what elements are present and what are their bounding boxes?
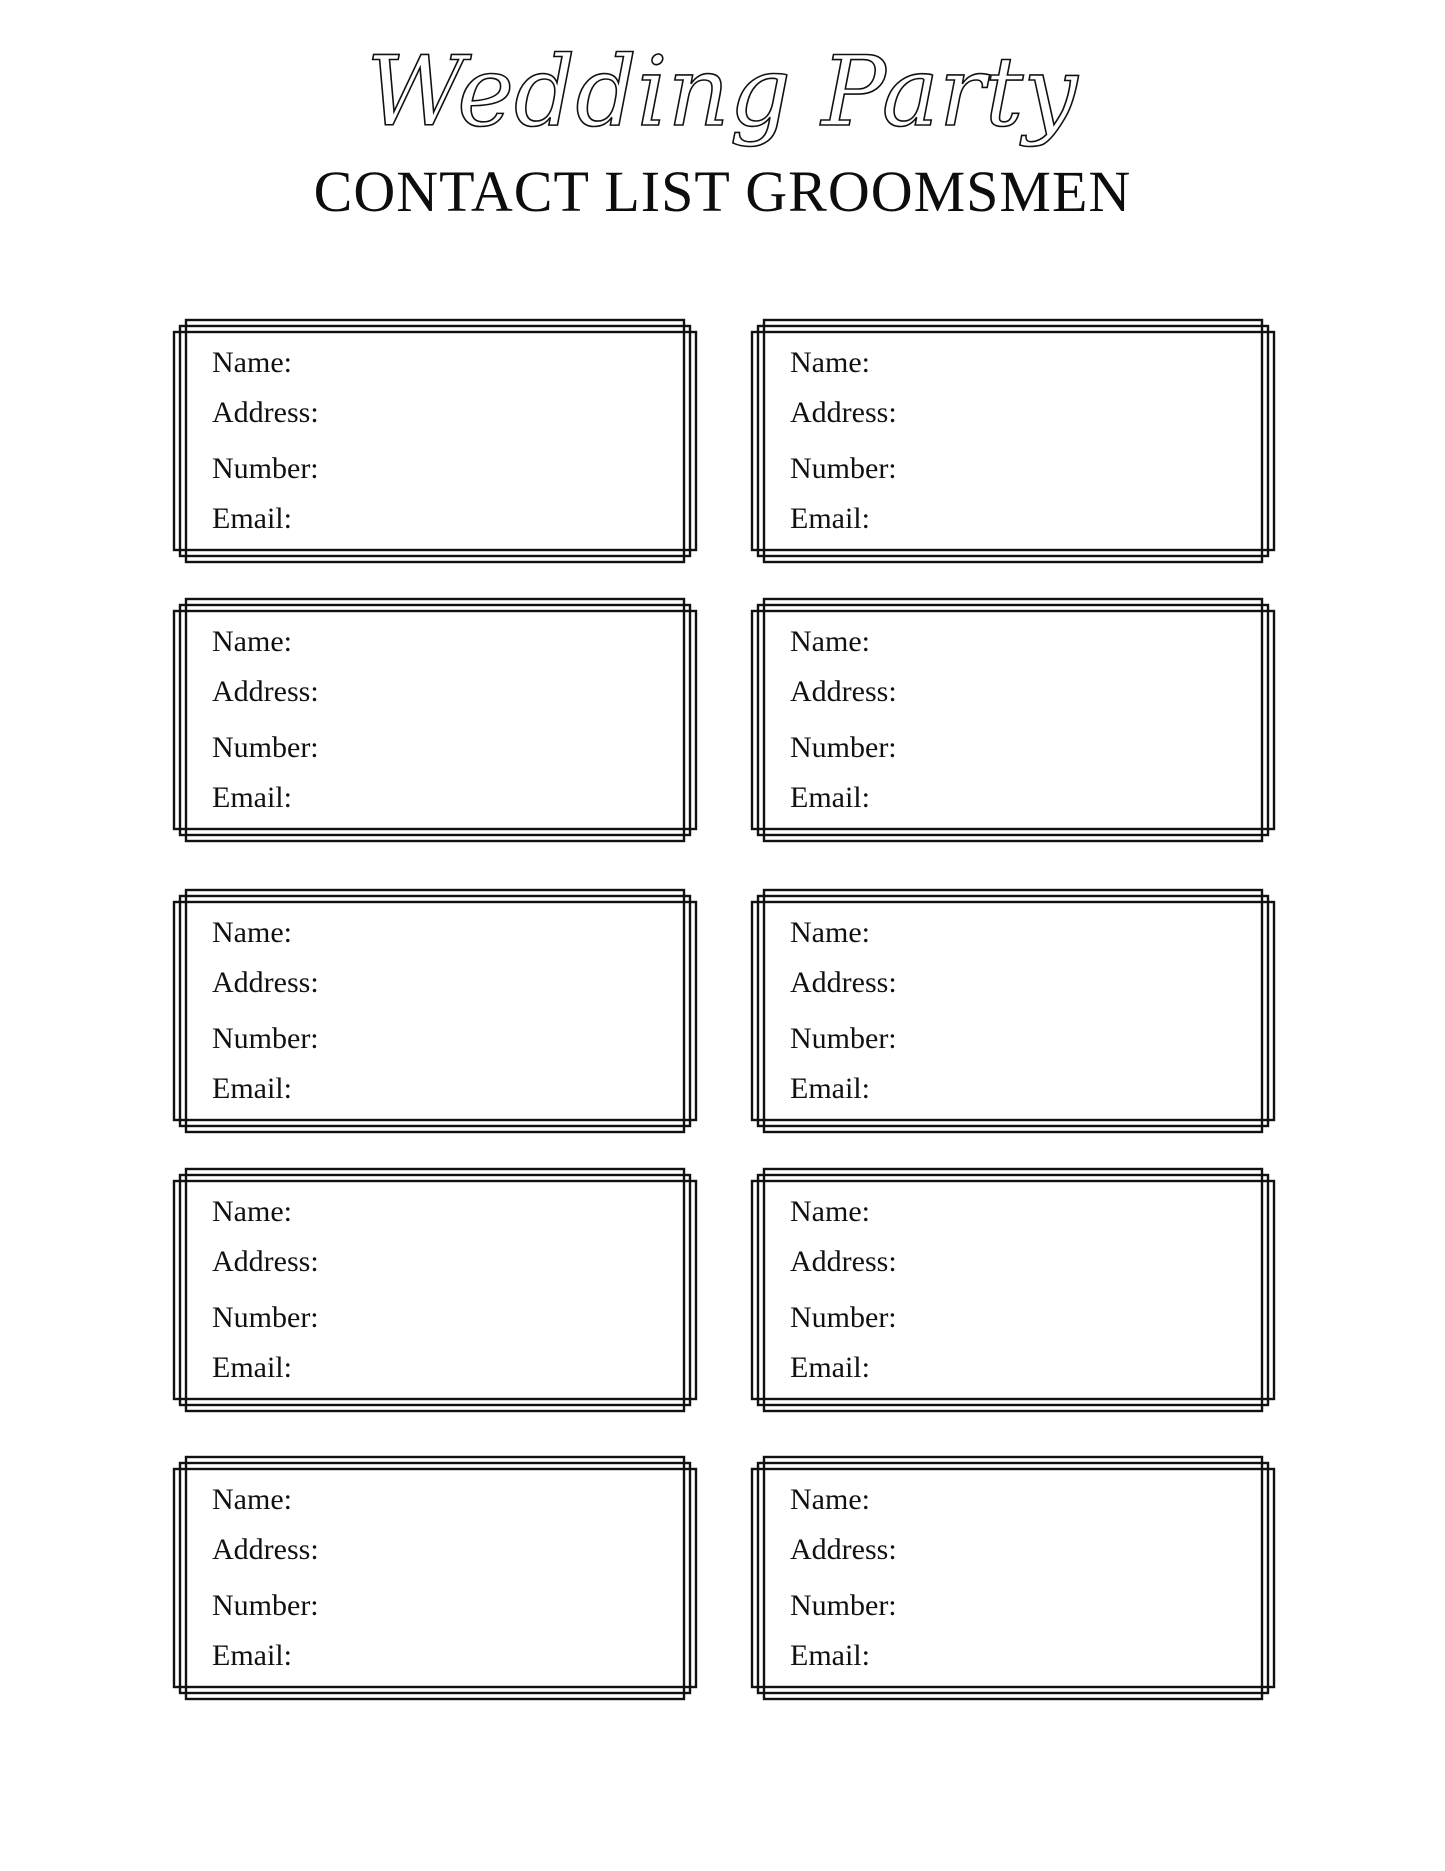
contact-card xyxy=(748,316,1278,566)
contact-card xyxy=(170,1165,700,1415)
number-label: Number: xyxy=(212,452,319,485)
name-label: Name: xyxy=(212,1195,292,1228)
script-title-lettering xyxy=(0,30,1445,170)
address-label: Address: xyxy=(212,1245,319,1278)
name-label: Name: xyxy=(790,916,870,949)
email-label: Email: xyxy=(790,1639,870,1672)
address-label: Address: xyxy=(212,396,319,429)
number-label: Number: xyxy=(212,1022,319,1055)
contact-card xyxy=(170,886,700,1136)
number-label: Number: xyxy=(790,1589,897,1622)
email-label: Email: xyxy=(790,1351,870,1384)
number-label: Number: xyxy=(790,1301,897,1334)
email-label: Email: xyxy=(790,502,870,535)
address-label: Address: xyxy=(790,675,897,708)
email-label: Email: xyxy=(790,781,870,814)
name-label: Name: xyxy=(212,916,292,949)
script-title xyxy=(0,30,1445,170)
name-label: Name: xyxy=(212,625,292,658)
name-label: Name: xyxy=(790,1483,870,1516)
number-label: Number: xyxy=(790,731,897,764)
email-label: Email: xyxy=(790,1072,870,1105)
address-label: Address: xyxy=(212,966,319,999)
email-label: Email: xyxy=(212,1639,292,1672)
script-title-text: Wedding Party xyxy=(366,36,1078,148)
page-title: CONTACT LIST GROOMSMEN xyxy=(313,159,1132,224)
email-label: Email: xyxy=(212,1351,292,1384)
name-label: Name: xyxy=(212,346,292,379)
number-label: Number: xyxy=(212,1301,319,1334)
number-label: Number: xyxy=(790,452,897,485)
contact-card xyxy=(170,1453,700,1703)
number-label: Number: xyxy=(212,731,319,764)
name-label: Name: xyxy=(790,346,870,379)
email-label: Email: xyxy=(212,1072,292,1105)
address-label: Address: xyxy=(212,675,319,708)
address-label: Address: xyxy=(790,1533,897,1566)
contact-card xyxy=(748,1453,1278,1703)
number-label: Number: xyxy=(790,1022,897,1055)
name-label: Name: xyxy=(790,1195,870,1228)
contact-card xyxy=(748,595,1278,845)
address-label: Address: xyxy=(212,1533,319,1566)
email-label: Email: xyxy=(212,781,292,814)
address-label: Address: xyxy=(790,1245,897,1278)
address-label: Address: xyxy=(790,966,897,999)
contact-card xyxy=(748,1165,1278,1415)
address-label: Address: xyxy=(790,396,897,429)
contact-card xyxy=(170,316,700,566)
contact-card xyxy=(748,886,1278,1136)
contact-card xyxy=(170,595,700,845)
number-label: Number: xyxy=(212,1589,319,1622)
name-label: Name: xyxy=(790,625,870,658)
name-label: Name: xyxy=(212,1483,292,1516)
email-label: Email: xyxy=(212,502,292,535)
